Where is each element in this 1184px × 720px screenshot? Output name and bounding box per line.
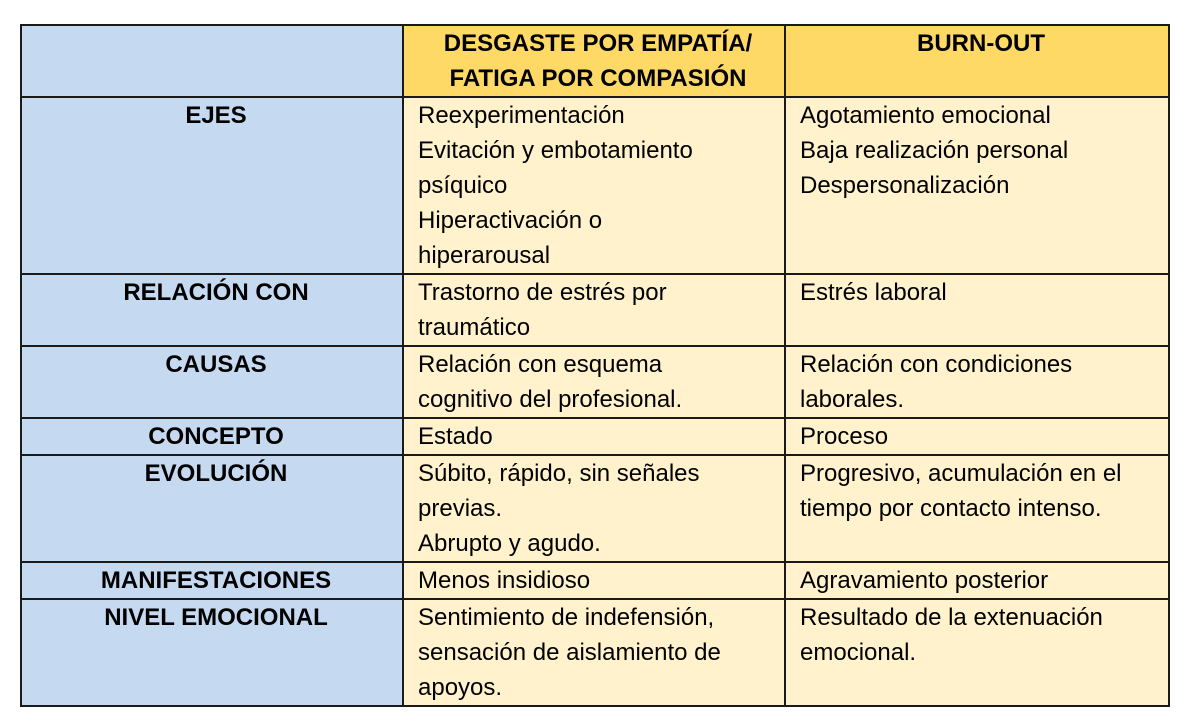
row-label: CONCEPTO xyxy=(21,418,403,455)
table-row xyxy=(21,599,1169,706)
header-line: FATIGA POR COMPASIÓN xyxy=(449,65,747,92)
cell-line: psíquico xyxy=(418,172,508,199)
cell-burn-out xyxy=(785,418,1169,455)
comparison-table xyxy=(20,24,1170,707)
cell-line: Progresivo, acumulación en el xyxy=(800,460,1122,487)
cell-line: traumático xyxy=(418,314,531,341)
header-burn-out xyxy=(785,25,1169,97)
table-row xyxy=(21,455,1169,562)
cell-line: Baja realización personal xyxy=(800,137,1069,164)
cell-line: Menos insidioso xyxy=(418,567,591,594)
cell-desgaste-por-empatia xyxy=(403,97,785,274)
cell-line: previas. xyxy=(418,495,503,522)
header-desgaste-por-empatia xyxy=(403,25,785,97)
cell-line: Trastorno de estrés por xyxy=(418,279,667,306)
table-row xyxy=(21,346,1169,418)
cell-line: Relación con esquema xyxy=(418,351,663,378)
cell-line: sensación de aislamiento de xyxy=(418,639,721,666)
cell-line: Evitación y embotamiento xyxy=(418,137,693,164)
cell-line: cognitivo del profesional. xyxy=(418,386,683,413)
cell-burn-out xyxy=(785,274,1169,346)
header-row xyxy=(21,25,1169,97)
cell-line: Estado xyxy=(418,423,493,450)
cell-desgaste-por-empatia xyxy=(403,418,785,455)
cell-desgaste-por-empatia xyxy=(403,562,785,599)
cell-desgaste-por-empatia xyxy=(403,455,785,562)
cell-line: laborales. xyxy=(800,386,905,413)
table-row xyxy=(21,97,1169,274)
row-label: MANIFESTACIONES xyxy=(21,562,403,599)
cell-burn-out xyxy=(785,455,1169,562)
row-label: RELACIÓN CON xyxy=(21,274,403,346)
row-label: NIVEL EMOCIONAL xyxy=(21,599,403,706)
cell-burn-out xyxy=(785,97,1169,274)
cell-desgaste-por-empatia xyxy=(403,599,785,706)
row-label: CAUSAS xyxy=(21,346,403,418)
cell-line: Agotamiento emocional xyxy=(800,102,1051,129)
table-row xyxy=(21,562,1169,599)
header-corner-cell xyxy=(21,25,403,97)
cell-line: apoyos. xyxy=(418,674,503,701)
table-row xyxy=(21,418,1169,455)
cell-line: Estrés laboral xyxy=(800,279,947,306)
header-line: DESGASTE POR EMPATÍA/ xyxy=(443,30,753,57)
cell-line: Hiperactivación o xyxy=(418,207,603,234)
cell-burn-out xyxy=(785,346,1169,418)
row-label: EVOLUCIÓN xyxy=(21,455,403,562)
cell-line: Reexperimentación xyxy=(418,102,625,129)
table-row xyxy=(21,274,1169,346)
header-line: BURN-OUT xyxy=(917,30,1045,57)
cell-line: Agravamiento posterior xyxy=(800,567,1049,594)
cell-line: Relación con condiciones xyxy=(800,351,1073,378)
cell-line: tiempo por contacto intenso. xyxy=(800,495,1102,522)
cell-line: Sentimiento de indefensión, xyxy=(418,604,715,631)
row-label: EJES xyxy=(21,97,403,274)
cell-line: Súbito, rápido, sin señales xyxy=(418,460,700,487)
cell-line: Proceso xyxy=(800,423,889,450)
cell-line: Abrupto y agudo. xyxy=(418,530,601,557)
cell-line: emocional. xyxy=(800,639,917,666)
cell-line: hiperarousal xyxy=(418,242,551,269)
cell-burn-out xyxy=(785,562,1169,599)
cell-burn-out xyxy=(785,599,1169,706)
cell-desgaste-por-empatia xyxy=(403,274,785,346)
cell-line: Resultado de la extenuación xyxy=(800,604,1103,631)
cell-desgaste-por-empatia xyxy=(403,346,785,418)
cell-line: Despersonalización xyxy=(800,172,1010,199)
